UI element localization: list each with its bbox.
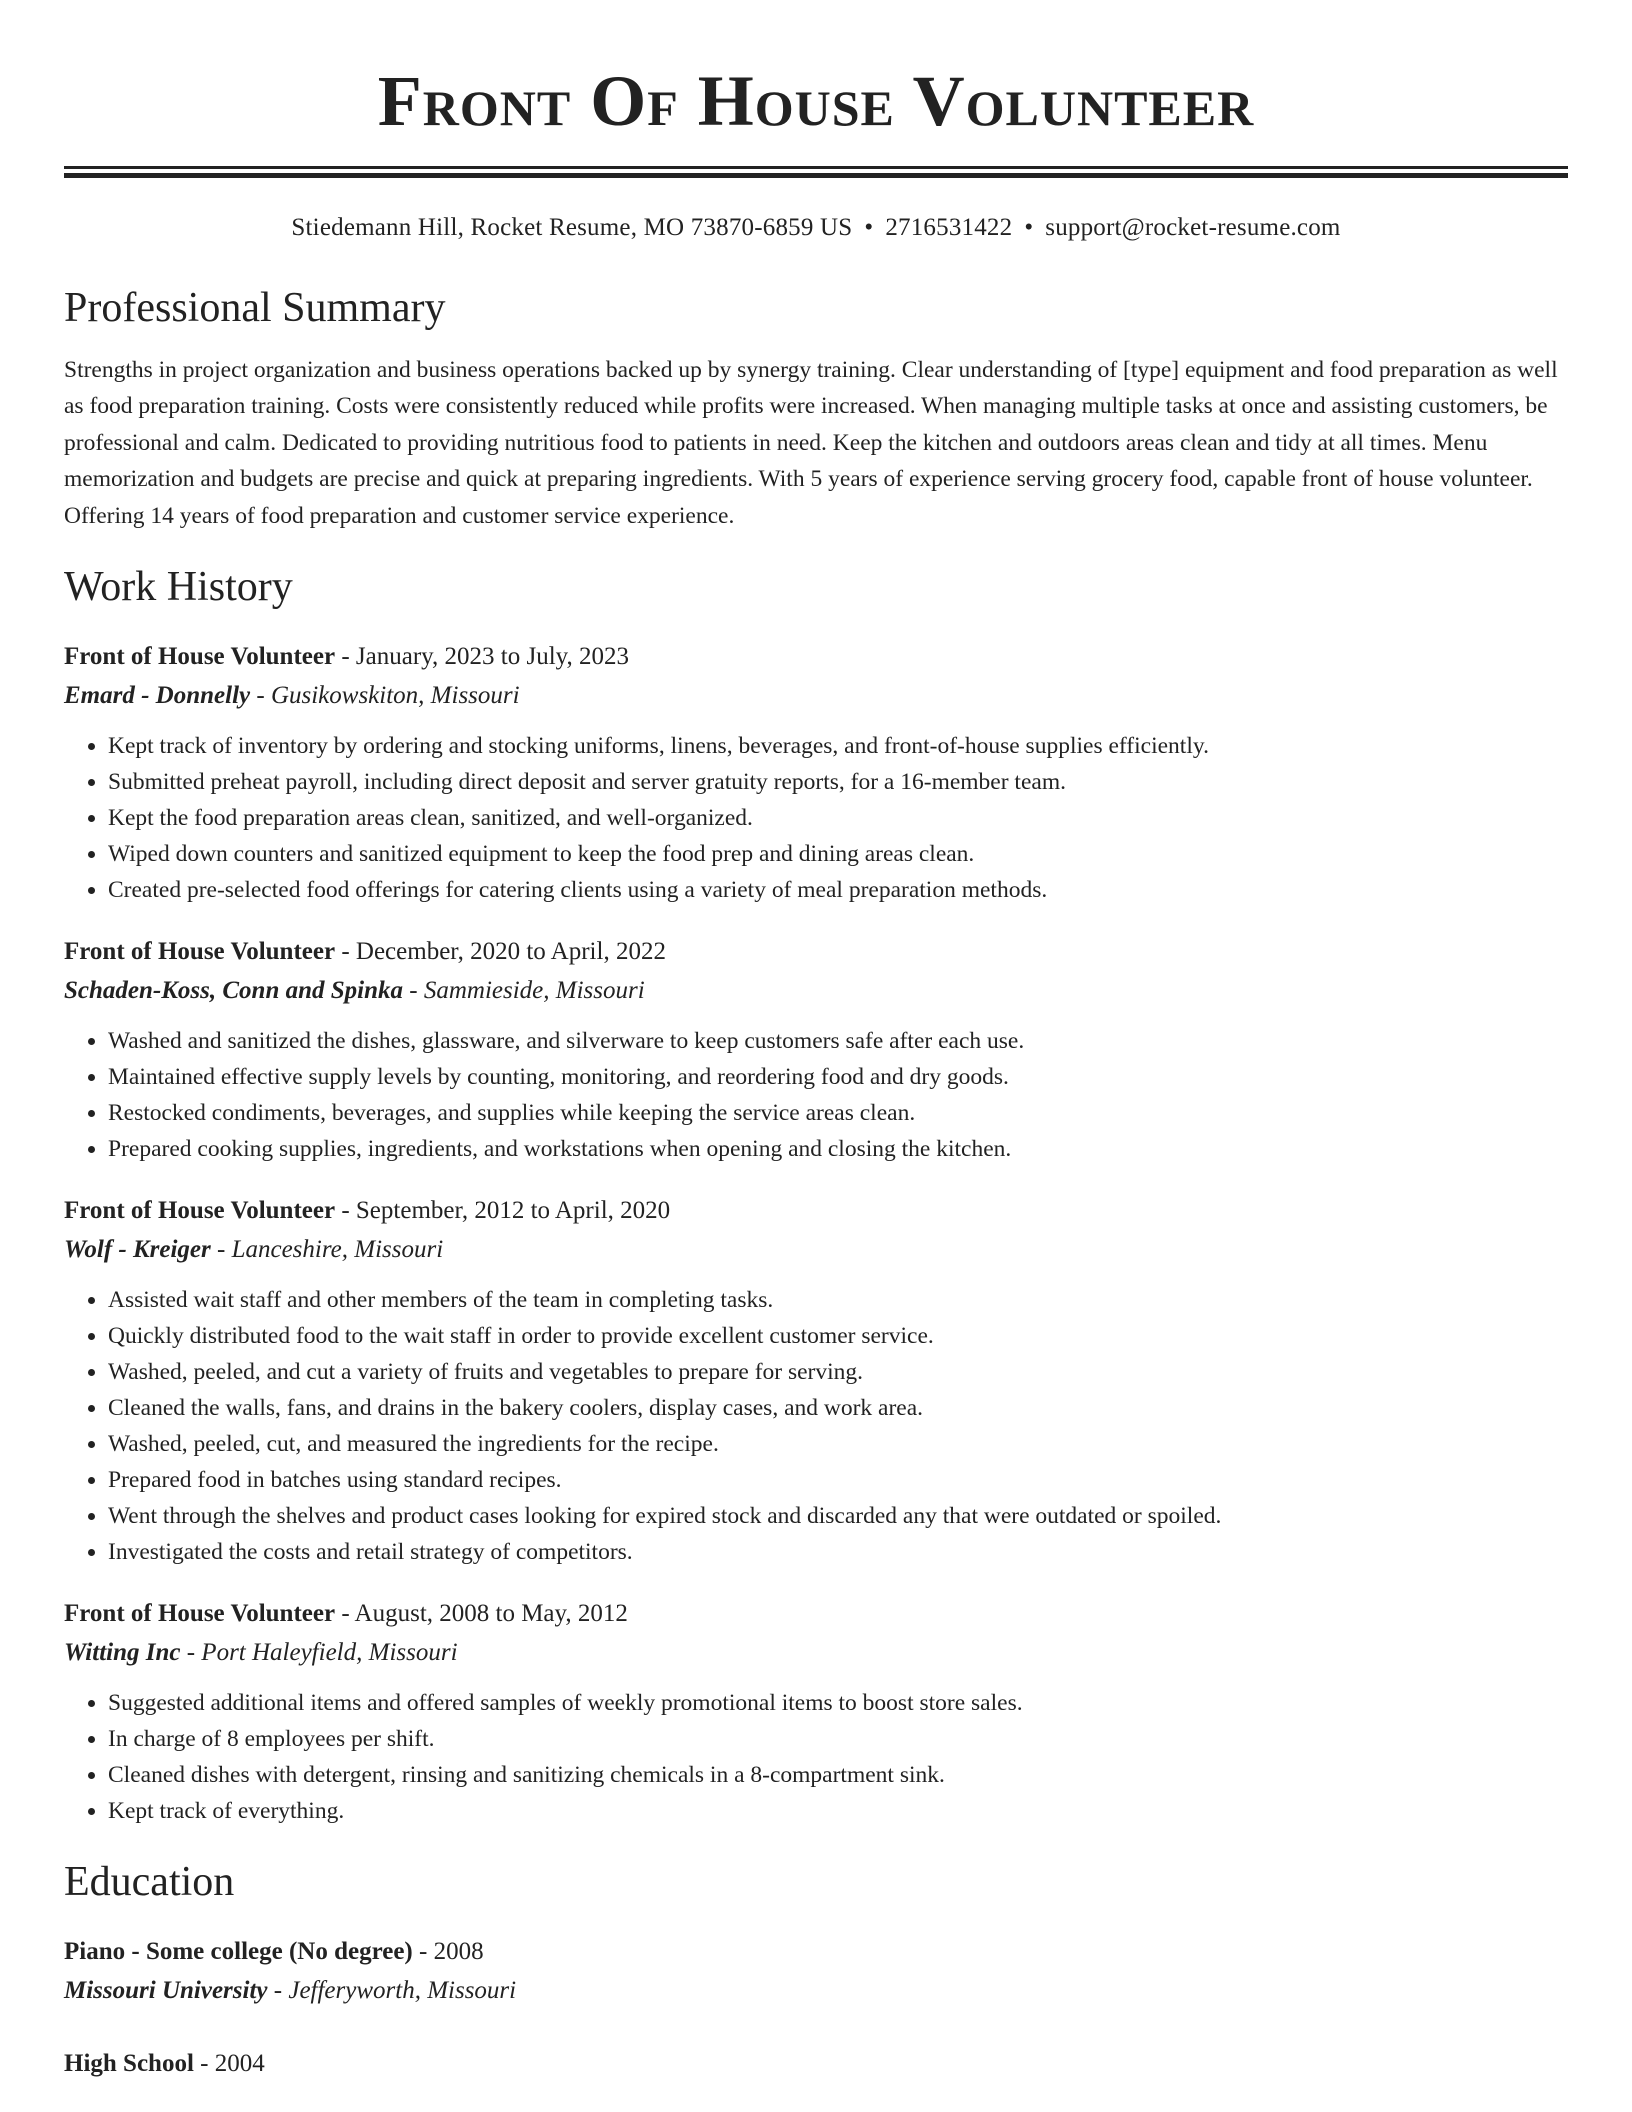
resume-title: Front Of House Volunteer xyxy=(377,61,1255,141)
contact-line xyxy=(64,212,1568,244)
contact-address: Stiedemann Hill, Rocket Resume, MO 73870-6859 US xyxy=(291,214,853,241)
work-history-heading: Work History xyxy=(64,564,293,611)
contact-email: support@rocket-resume.com xyxy=(1045,214,1341,241)
bullet-item: • Kept track of everything. xyxy=(108,1793,1568,1829)
bullet-item: • Prepared food in batches using standard recipes. xyxy=(108,1462,1568,1498)
job-role: Front of House Volunteer xyxy=(64,1197,336,1225)
education-entry xyxy=(64,1933,1568,2011)
dash: - xyxy=(403,977,424,1005)
dash: - xyxy=(412,1938,434,1966)
job-location: Sammieside, Missouri xyxy=(423,977,645,1005)
job-location: Gusikowskiton, Missouri xyxy=(270,682,520,710)
bullet-item: • Cleaned dishes with detergent, rinsing and sanitizing chemicals in a 8-compartment sink. xyxy=(108,1757,1568,1793)
job-role: Front of House Volunteer xyxy=(64,938,336,966)
bullet-item: • Submitted preheat payroll, including direct deposit and server gratuity reports, for a 16-member team. xyxy=(108,764,1568,800)
dash: - xyxy=(193,2050,215,2078)
bullet-item: • Assisted wait staff and other members of the team in completing tasks. xyxy=(108,1282,1568,1318)
job-location: Lanceshire, Missouri xyxy=(231,1236,444,1264)
job-header xyxy=(64,1595,1568,1633)
job-bullets xyxy=(64,728,1568,908)
education-header xyxy=(64,2045,1568,2083)
job-dates: September, 2012 to April, 2020 xyxy=(355,1197,671,1225)
job-dates: January, 2023 to July, 2023 xyxy=(355,643,630,671)
bullet-item: • Kept the food preparation areas clean, sanitized, and well-organized. xyxy=(108,800,1568,836)
dash: - xyxy=(335,938,356,966)
bullet-item: • Washed and sanitized the dishes, glassware, and silverware to keep customers safe after each use. xyxy=(108,1023,1568,1059)
job-entry xyxy=(64,1595,1568,1829)
education-year: 2008 xyxy=(433,1938,484,1966)
job-entry xyxy=(64,1192,1568,1570)
dash: - xyxy=(335,643,356,671)
bullet-item: • Prepared cooking supplies, ingredients, and workstations when opening and closing the kitchen. xyxy=(108,1131,1568,1167)
bullet-item: • Restocked condiments, beverages, and supplies while keeping the service areas clean. xyxy=(108,1095,1568,1131)
job-header xyxy=(64,638,1568,676)
job-role: Front of House Volunteer xyxy=(64,1600,336,1628)
job-company: Emard - Donnelly xyxy=(64,682,251,710)
education-school: Missouri University xyxy=(64,1977,268,2005)
job-entry xyxy=(64,933,1568,1167)
job-company: Wolf - Kreiger xyxy=(64,1236,211,1264)
bullet-item: • Investigated the costs and retail strategy of competitors. xyxy=(108,1534,1568,1570)
job-company: Schaden-Koss, Conn and Spinka xyxy=(64,977,404,1005)
bullet-item: • Kept track of inventory by ordering and stocking uniforms, linens, beverages, and front-of-house supplies efficiently. xyxy=(108,728,1568,764)
job-header xyxy=(64,933,1568,971)
dash: - xyxy=(335,1197,356,1225)
education-year: 2004 xyxy=(214,2050,265,2078)
job-entry xyxy=(64,638,1568,908)
job-bullets xyxy=(64,1282,1568,1570)
bullet-item: • In charge of 8 employees per shift. xyxy=(108,1721,1568,1757)
education-header xyxy=(64,1933,1568,1971)
bullet-item: • Suggested additional items and offered samples of weekly promotional items to boost store sales. xyxy=(108,1685,1568,1721)
bullet-item: • Washed, peeled, and cut a variety of fruits and vegetables to prepare for serving. xyxy=(108,1354,1568,1390)
education-entry xyxy=(64,2045,1568,2083)
contact-separator: • xyxy=(864,214,874,241)
bullet-item: • Wiped down counters and sanitized equipment to keep the food prep and dining areas clean. xyxy=(108,836,1568,872)
job-dates: August, 2008 to May, 2012 xyxy=(354,1600,628,1628)
job-employer xyxy=(64,1230,1568,1270)
dash: - xyxy=(267,1977,289,2005)
education-degree: Piano - Some college (No degree) xyxy=(64,1938,413,1966)
job-role: Front of House Volunteer xyxy=(64,643,336,671)
bullet-item: • Went through the shelves and product cases looking for expired stock and discarded any that were outdated or spoiled. xyxy=(108,1498,1568,1534)
bullet-item: • Quickly distributed food to the wait staff in order to provide excellent customer service. xyxy=(108,1318,1568,1354)
bullet-item: • Created pre-selected food offerings for catering clients using a variety of meal preparation methods. xyxy=(108,872,1568,908)
title-divider xyxy=(64,166,1568,178)
job-employer xyxy=(64,676,1568,716)
education-school-line xyxy=(64,1971,1568,2011)
job-dates: December, 2020 to April, 2022 xyxy=(355,938,666,966)
job-employer xyxy=(64,1633,1568,1673)
dash: - xyxy=(335,1600,355,1628)
job-company: Witting Inc xyxy=(64,1639,181,1667)
job-bullets xyxy=(64,1685,1568,1829)
dash: - xyxy=(210,1236,232,1264)
job-employer xyxy=(64,971,1568,1011)
bullet-item: • Cleaned the walls, fans, and drains in the bakery coolers, display cases, and work area. xyxy=(108,1390,1568,1426)
job-bullets xyxy=(64,1023,1568,1167)
education-heading: Education xyxy=(64,1859,235,1906)
bullet-item: • Maintained effective supply levels by counting, monitoring, and reordering food and dry goods. xyxy=(108,1059,1568,1095)
dash: - xyxy=(180,1639,202,1667)
job-header xyxy=(64,1192,1568,1230)
education-degree: High School xyxy=(64,2050,194,2078)
job-location: Port Haleyfield, Missouri xyxy=(201,1639,458,1667)
bullet-item: • Washed, peeled, cut, and measured the ingredients for the recipe. xyxy=(108,1426,1568,1462)
summary-heading: Professional Summary xyxy=(64,285,446,331)
summary-text: Strengths in project organization and business operations backed up by synergy training. Clear understanding of [type] equipment and food preparation as well as food preparation training. Costs were consistently reduced while profits were increased. When managing multiple tasks at once and assisting customers, be professional and calm. Dedicated to providing nutritious food to patients in need. Keep the kitchen and outdoors areas clean and tidy at all times. Menu memorization and budgets are precise and quick at preparing ingredients. With 5 years of experience serving grocery food, capable front of house volunteer. Offering 14 years of food preparation and customer service experience. xyxy=(64,357,1558,529)
contact-phone: 2716531422 xyxy=(885,214,1013,241)
education-location: Jefferyworth, Missouri xyxy=(288,1977,517,2005)
contact-separator: • xyxy=(1024,214,1034,241)
dash: - xyxy=(250,682,271,710)
